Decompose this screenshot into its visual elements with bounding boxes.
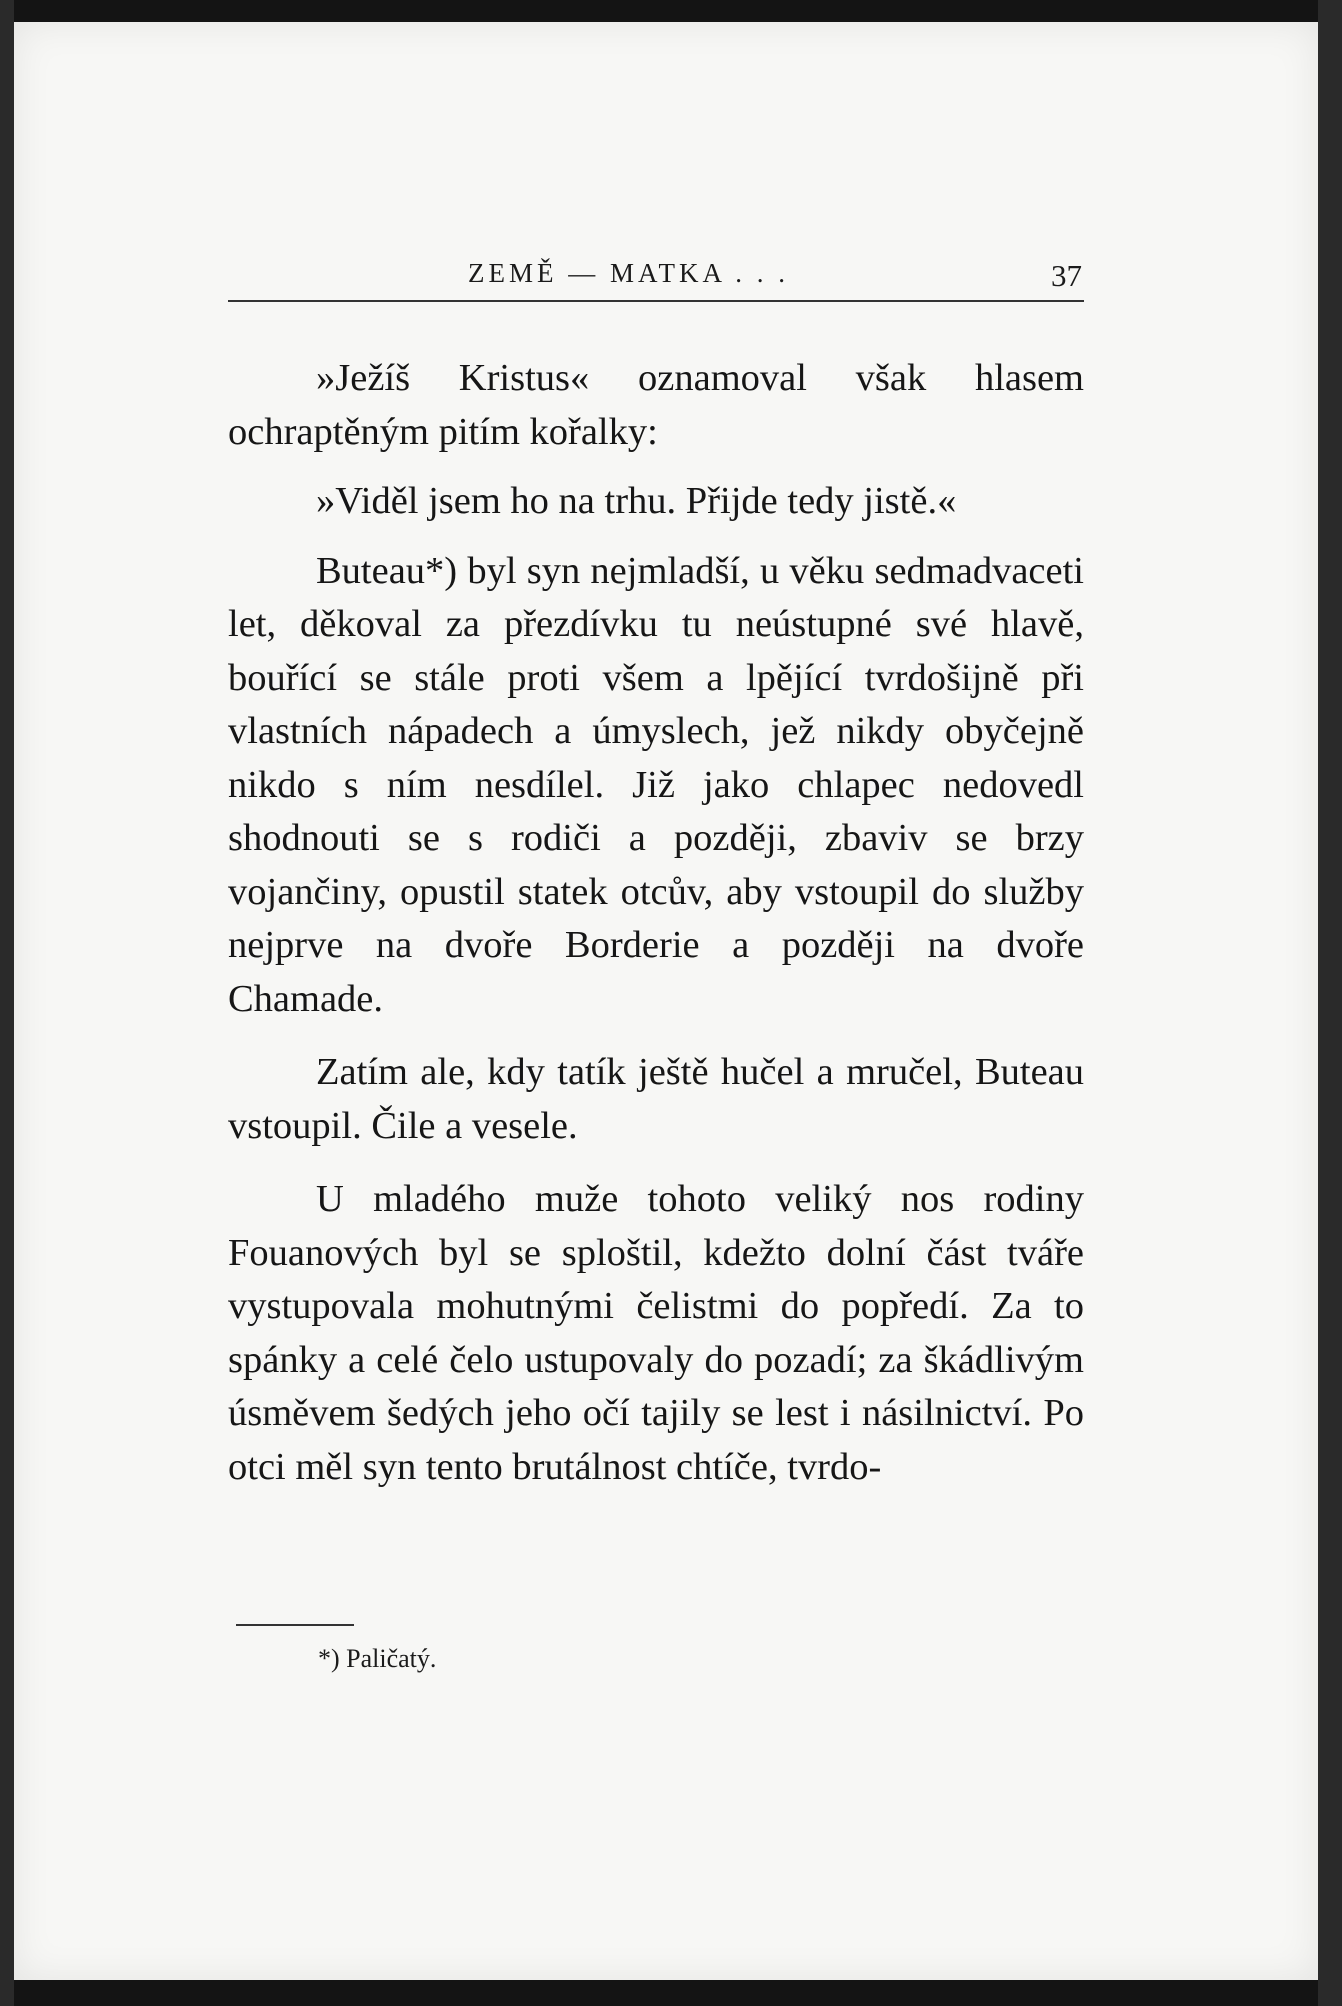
paragraph: »Ježíš Kristus« oznamoval však hlasem ochraptěným pitím kořalky: [228,357,1084,453]
running-header [228,252,1084,302]
paragraph: U mladého muže tohoto veliký nos rodiny Fouanových byl se sploštil, kdežto dolní část tváře vystupovala mohutnými čelistmi do popředí. Za to spánky a celé čelo ustupovaly do pozadí; za škádlivým úsměvem šedých jeho očí tajily se lest i násilnictví. Po otci měl syn tento brutálnost chtíče, tvrdo- [228,1178,1084,1488]
paragraph: Zatím ale, kdy tatík ještě hučel a mručel, Buteau vstoupil. Čile a vesele. [228,1051,1084,1147]
footnote: *) Paličatý. [318,1644,437,1673]
scan-edge-right [1318,0,1342,2006]
body-text [228,352,1084,1494]
paragraph: Buteau*) byl syn nejmladší, u věku sedmadvaceti let, děkoval za přezdívku tu neústupné své hlavě, bouřící se stále proti všem a lpějící tvrdošijně při vlastních nápadech a úmyslech, jež nikdy obyčejně nikdo s ním nesdílel. Již jako chlapec nedovedl shodnouti se s rodiči a později, zbaviv se brzy vojančiny, opustil statek otcův, aby vstoupil do služby nejprve na dvoře Borderie a později na dvoře Chamade. [228,549,1084,1020]
page-number: 37 [1051,258,1082,293]
paragraph: »Viděl jsem ho na trhu. Přijde tedy jistě.« [316,480,957,522]
scan-edge-left [0,0,14,2006]
footnote-divider [236,1624,354,1626]
running-title: ZEMĚ — MATKA . . . [468,258,789,288]
